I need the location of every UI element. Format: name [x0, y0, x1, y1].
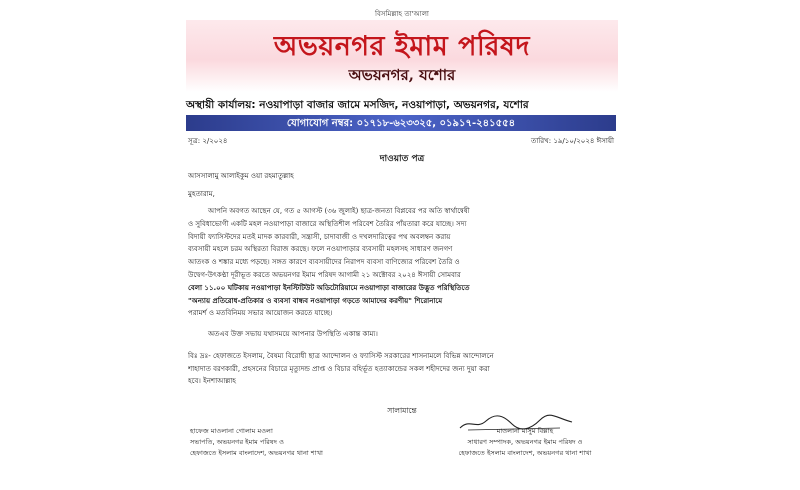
bismillah-text: বিসমিল্লাহ তা'আলা [375, 10, 429, 18]
letter-body [188, 205, 616, 320]
salutation: আসসালামু আলাইকুম ওয়া রহমাতুল্লাহ [188, 172, 294, 180]
reference-number: সূত্র: ২/২০২৪ [188, 137, 228, 145]
body-line: আতংক ও শঙ্কার মধ্যে পড়ছে। সঙ্গত কারণে ব্যবসায়ীদের নিরাপদ ব্যবসা বাণিজ্যের পরিবেশ তৈরি ও [188, 258, 460, 267]
body-line: ব্যবসায়ী মহলে চরম অস্থিরতা বিরাজ করছে। ফলে নওয়াপাড়ার ব্যবসায়ী মহলসহ সাধারণ জনগণ [188, 245, 453, 254]
contact-numbers: যোগাযোগ নম্বর: ০১৭১৮-৬২৩৩২৫, ০১৯১৭-২৪১৫৫৪ [286, 118, 516, 129]
organization-title: অভয়নগর ইমাম পরিষদ [273, 31, 531, 62]
signatory-org: হেফাজতে ইসলাম বাংলাদেশ, অভয়নগর থানা শাখা [190, 448, 323, 457]
letter-heading: দাওয়াত পত্র [379, 154, 425, 164]
signatory-role: সাধারণ সম্পাদক, অভয়নগর ইমাম পরিষদ ও [467, 437, 583, 446]
signature-left [190, 426, 390, 458]
address-text: নওয়াপাড়া বাজার জামে মসজিদ, নওয়াপাড়া, অভয়নগর, যশোর [259, 99, 529, 111]
body-line: বিদায়ী ফ্যাসিস্টদের মতই মাদক কারবারী, সন্ত্রাসী, চাদাবাজী ও দখলদারিত্বের পথ অবলম্বন করায় [188, 232, 451, 241]
address-label: অস্থায়ী কার্যালয়: [186, 99, 256, 111]
body-line-topic: "অন্যায় প্রতিরোধ-প্রতিকার ও ব্যবসা বান্ধব নওয়াপাড়া গড়তে আমাদের করণীয়" শিরোনামে [188, 296, 443, 305]
letter-date: তারিখ: ১৯/১০/২০২৪ ঈসায়ী [531, 137, 614, 145]
body-line: আপনি অবগত আছেন যে, গত ৫ আগস্ট (৩৬ জুলাই) ছাত্র-জনতা বিপ্লবের পর অতি স্বার্থান্বেষী [208, 207, 470, 215]
body-line: উদ্বেগ-উৎকণ্ঠা দূরীভূত করতে অভয়নগর ইমাম পরিষদ আগামী ২১ অক্টোবর ২০২৪ ঈসায়ী সোমবার [188, 270, 461, 279]
organization-location: অভয়নগর, যশোর [348, 66, 456, 84]
attendance-request: অতএব উক্ত সভায় যথাসময়ে আপনার উপস্থিতি একান্ত কাম্য। [208, 330, 378, 338]
signatory-role: সভাপতি, অভয়নগর ইমাম পরিষদ ও [190, 437, 284, 446]
signature-right [420, 426, 630, 458]
greeting: মুহতারাম, [188, 190, 215, 198]
signatory-org: হেফাজতে ইসলাম বাংলাদেশ, অভয়নগর থানা শাখা [458, 448, 592, 457]
body-line: পরামর্শ ও মতবিনিময় সভার আয়োজন করতে যাচ্ছে। [188, 309, 333, 318]
note-line: শাহাদাত বরণকারী, প্রহসনের বিচারে মৃত্যুদন্ড প্রাপ্ত ও বিচার বহির্ভূত হত্যাকান্ডের সকল শহীদদের জন্য দুয়া করা [188, 364, 490, 373]
special-note [188, 350, 616, 388]
note-line: বিঃ দ্রঃ- হেফাজতে ইসলাম, বৈষম্য বিরোধী ছাত্র আন্দোলন ও ফ্যাসিস্ট সরকারের শাসনামলে বিভিন্ন আন্দোলনে [188, 352, 494, 360]
invitation-letter [176, 8, 628, 482]
signatory-name: হাফেজ মাওলানা গোলাম মওলা [190, 427, 273, 435]
office-address [186, 98, 529, 115]
body-line: বেলা ১১.০০ ঘটিকায় নওয়াপাড়া ইনস্টিটিউট অডিটোরিয়ামে নওয়াপাড়া বাজারের উদ্ভূত পরিস্থিতিতে [188, 283, 470, 292]
signatory-name: মাওলানা মাসুম বিল্লাহ [496, 427, 554, 435]
closing-text: সালামান্তে [387, 406, 417, 415]
note-line: হবে। ইনশাআল্লাহ [188, 377, 236, 385]
body-line: ও সুবিধাভোগী একটি মহল নওয়াপাড়া বাজারে অস্থিতিশীল পরিবেশ তৈরির পাঁয়তারা করে যাচ্ছে। সদ্য [188, 219, 467, 228]
